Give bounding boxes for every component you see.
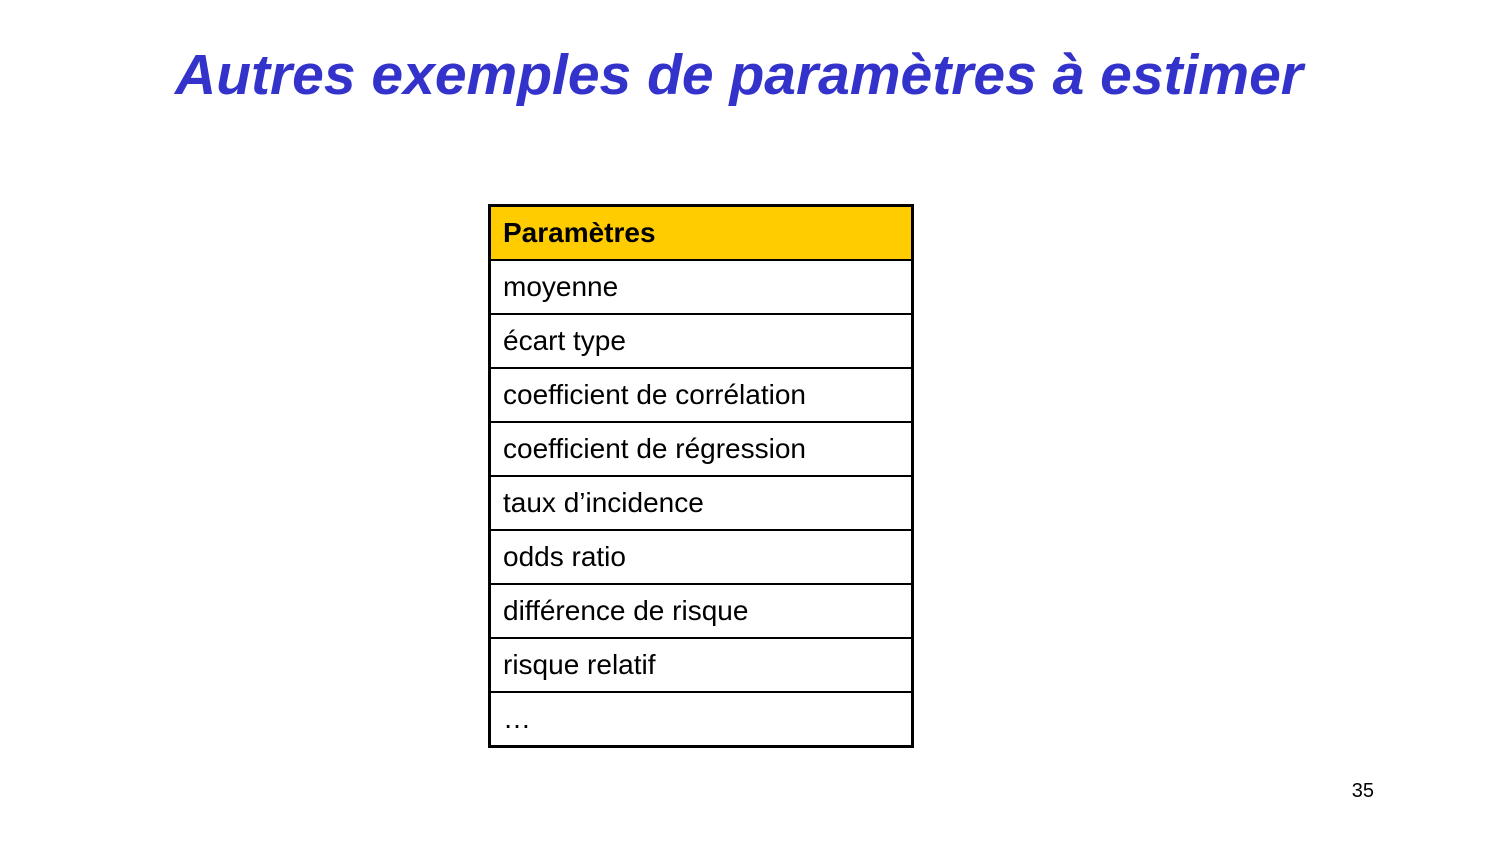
slide-title: Autres exemples de paramètres à estimer [175, 43, 1303, 107]
table-row [490, 422, 913, 476]
table-row [490, 260, 913, 314]
table-cell: taux d’incidence [490, 476, 913, 530]
table-row [490, 314, 913, 368]
table-cell: moyenne [490, 260, 913, 314]
table-header-cell: Paramètres [490, 206, 913, 261]
table-header-row [490, 206, 913, 261]
table-row [490, 692, 913, 747]
table-cell: … [490, 692, 913, 747]
table-row [490, 476, 913, 530]
table-row [490, 530, 913, 584]
page-number: 35 [1351, 780, 1374, 802]
table-cell: coefficient de corrélation [490, 368, 913, 422]
table-row [490, 368, 913, 422]
table-cell: différence de risque [490, 584, 913, 638]
table-row [490, 638, 913, 692]
table-cell: risque relatif [490, 638, 913, 692]
parameters-table [488, 204, 914, 748]
table-cell: écart type [490, 314, 913, 368]
table-row [490, 584, 913, 638]
table-cell: odds ratio [490, 530, 913, 584]
table-cell: coefficient de régression [490, 422, 913, 476]
